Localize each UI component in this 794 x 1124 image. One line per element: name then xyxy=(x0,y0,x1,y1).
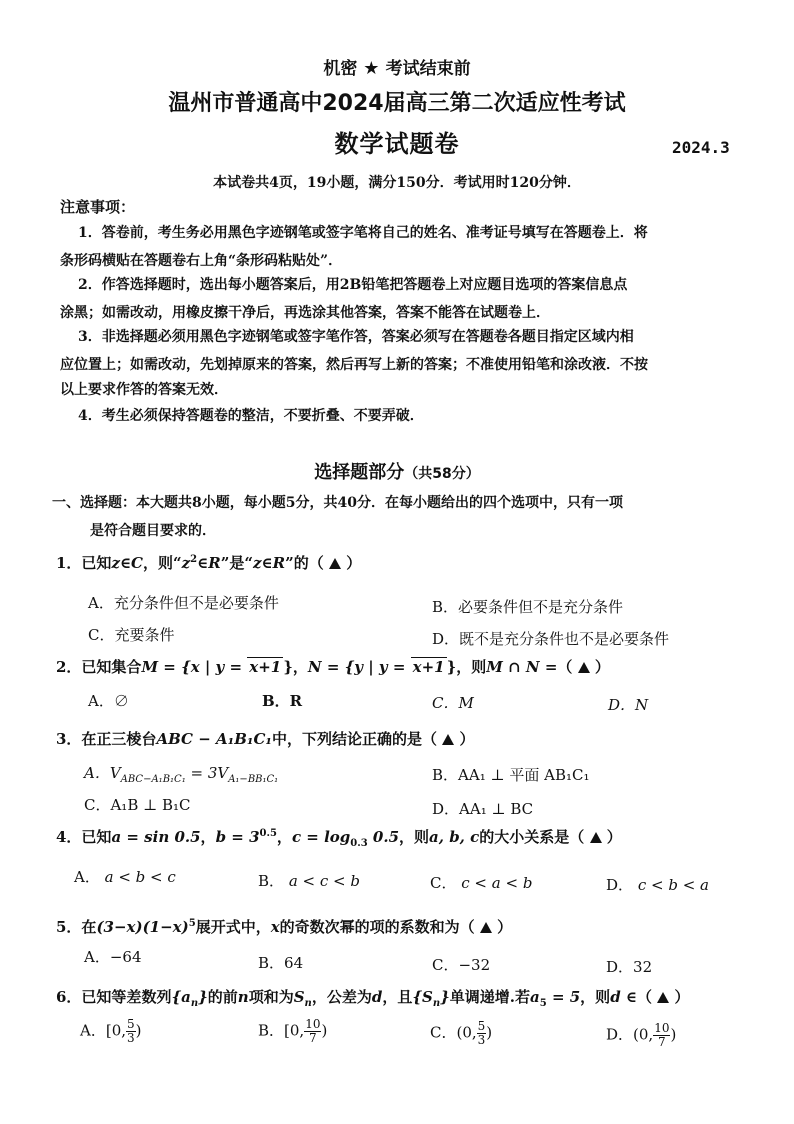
sqrt-expression: x+1 xyxy=(249,658,282,676)
fraction: $\frac{10}{7}$ xyxy=(654,1021,670,1049)
q3-option-b: B．AA₁ ⊥ 平面 AB₁C₁ xyxy=(432,766,590,784)
q6-option-b: B．[0, $\frac{10}{7}$ ) xyxy=(258,1017,328,1045)
q2-option-a: A．∅ xyxy=(88,692,129,710)
q6-option-c: C．(0, $\frac{5}{3}$ ) xyxy=(430,1019,493,1047)
q3-option-a: A．$V_{ABC-A_1B_1C_1} = 3V_{A_1-BB_1C_1}$ xyxy=(84,764,279,785)
q1-option-a: A．充分条件但不是必要条件 xyxy=(88,594,279,612)
question-4-stem: 4．已知a = sin 0.5，$b = 3^{0.5}$，$c = \log_{0.3} 0.5$，则a, b, c的大小关系是（ ） xyxy=(56,828,622,849)
q1-option-d: D．既不是充分条件也不是必要条件 xyxy=(432,630,670,648)
q3-option-d: D．AA₁ ⊥ BC xyxy=(432,800,534,818)
q4-option-a: A． a < b < c xyxy=(74,868,176,886)
sqrt-expression: x+1 xyxy=(412,658,445,676)
section-score: （共58分） xyxy=(404,466,480,482)
exam-subtitle: 数学试题卷 xyxy=(334,130,460,158)
note-line: 以上要求作答的答案无效． xyxy=(60,382,228,398)
exam-title: 温州市普通高中2024届高三第二次适应性考试 xyxy=(168,91,626,116)
question-6-stem: 6．已知等差数列$\{a_n\}$的前n项和为$S_n$，公差为d，且$\{S_n\}$单调递增.若$a_5 = 5$，则d ∈（ ） xyxy=(56,988,690,1009)
question-2-stem: 2．已知集合M = {x | y = x+1 }，N = {y | y = x+1 }，则M ∩ N =（ ） xyxy=(56,658,610,676)
q2-option-c: C．M xyxy=(432,694,474,712)
note-line: 3．非选择题必须用黑色字迹钢笔或签字笔作答，答案必须写在答题卷各题目指定区域内相 xyxy=(78,329,634,345)
confidential-label: 机密 xyxy=(323,59,358,79)
q4-option-d: D． c < b < a xyxy=(606,876,709,894)
q5-option-c: C．−32 xyxy=(432,956,491,974)
confidential-line xyxy=(0,54,794,79)
fraction: $\frac{5}{3}$ xyxy=(127,1017,135,1045)
note-line: 涂黑；如需改动，用橡皮擦干净后，再选涂其他答案，答案不能答在试题卷上． xyxy=(60,305,550,321)
part-instruction: 一、选择题：本大题共8小题，每小题5分，共40分．在每小题给出的四个选项中，只有一项 xyxy=(52,495,623,511)
part-instruction: 是符合题目要求的． xyxy=(90,523,216,539)
q3-option-c: C．A₁B ⊥ B₁C xyxy=(84,796,191,814)
note-line: 1．答卷前，考生务必用黑色字迹钢笔或签字笔将自己的姓名、准考证号填写在答题卷上．将 xyxy=(78,225,648,241)
section-heading xyxy=(0,458,794,484)
exam-info: 本试卷共4页，19小题，满分150分．考试用时120分钟． xyxy=(213,175,581,191)
notes-heading: 注意事项： xyxy=(60,198,136,216)
note-line: 条形码横贴在答题卷右上角“条形码粘贴处”． xyxy=(60,253,343,269)
q5-option-a: A．−64 xyxy=(84,948,142,966)
note-line: 2．作答选择题时，选出每小题答案后，用2B铅笔把答题卷上对应题目选项的答案信息点 xyxy=(78,277,628,293)
triangle-icon xyxy=(480,922,492,933)
q5-option-b: B．64 xyxy=(258,954,304,972)
q2-option-b: B．R xyxy=(262,692,303,710)
question-1-stem: 1．已知z∈C，则“$z^2\in R$”是“z∈R”的（ ） xyxy=(56,554,362,572)
fraction: $\frac{5}{3}$ xyxy=(477,1019,486,1047)
triangle-icon xyxy=(590,832,602,843)
q5-option-d: D．32 xyxy=(606,958,653,976)
q4-option-b: B． a < c < b xyxy=(258,872,360,890)
exam-date: 2024.3 xyxy=(672,138,730,157)
triangle-icon xyxy=(578,662,590,673)
q6-option-d: D．(0, $\frac{10}{7}$ ) xyxy=(606,1021,677,1049)
question-5-stem: 5．在$(3-x)(1-x)^5$展开式中，x的奇数次幂的项的系数和为（ ） xyxy=(56,918,513,936)
triangle-icon xyxy=(329,558,341,569)
note-line: 应位置上；如需改动，先划掉原来的答案，然后再写上新的答案；不准使用铅笔和涂改液．不按 xyxy=(60,357,648,373)
confidential-note: 考试结束前 xyxy=(385,59,471,79)
fraction: $\frac{10}{7}$ xyxy=(305,1017,321,1045)
q6-option-a: A．[0, $\frac{5}{3}$ ) xyxy=(80,1017,142,1045)
triangle-icon xyxy=(442,734,454,745)
note-line: 4．考生必须保持答题卷的整洁，不要折叠、不要弄破． xyxy=(78,408,424,424)
section-title: 选择题部分 xyxy=(314,462,405,483)
q4-option-c: C． c < a < b xyxy=(430,874,533,892)
q1-option-b: B．必要条件但不是充分条件 xyxy=(432,598,624,616)
triangle-icon xyxy=(657,992,669,1003)
q2-option-d: D．N xyxy=(608,696,649,714)
star-icon: ★ xyxy=(363,58,386,79)
q1-option-c: C．充要条件 xyxy=(88,626,175,644)
question-3-stem: 3．在正三棱台ABC − A₁B₁C₁中，下列结论正确的是（ ） xyxy=(56,730,475,748)
